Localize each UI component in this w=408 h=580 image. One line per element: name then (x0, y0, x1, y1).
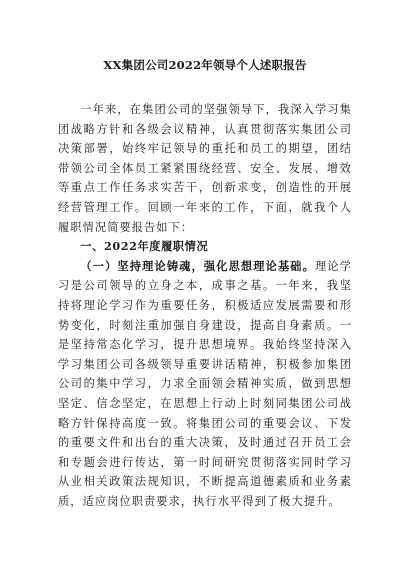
section-heading: 一、2022年度履职情况 (80, 239, 209, 254)
intro-paragraph: 一年来，在集团公司的坚强领导下，我深入学习集团战略方针和各级会议精神，认真贯彻落实集团公司决策部署，始终牢记领导的重托和员工的期望，团结带领公司全体员工紧紧围绕经营、安全、发展、增效等重点工作任务求实苦干，创新求变，创造性的开展经营管理工作。回顾一年来的工作，下面，就我个人履职情况简要报告如下： (58, 103, 352, 234)
subsection-paragraph (58, 257, 352, 512)
subsection-lead: （一）坚持理论铸魂，强化思想理论基础。 (80, 258, 315, 273)
subsection-body: 理论学习是公司领导的立身之本，成事之基。一年来，我坚持将理论学习作为重要任务，积极适应发展需要和形势变化，时刻注重加强自身建设，提高自身素质。一是坚持常态化学习，提升思想境界。我始终坚持深入学习集团公司各级领导重要讲话精神，积极参加集团公司的集中学习，力求全面领会精神实质，做到思想坚定、信念坚定，在思想上行动上时刻同集团公司战略方针保持高度一致。将集团公司的重要会议、下发的重要文件和出台的重大决策，及时通过召开员工会和专题会进行传达，第一时间研究贯彻落实同时学习从业相关政策法规知识，不断提高道德素质和业务素质，适应岗位职责要求，执行水平得到了极大提升。 (58, 259, 352, 508)
document-title: XX集团公司2022年领导个人述职报告 (103, 58, 307, 72)
